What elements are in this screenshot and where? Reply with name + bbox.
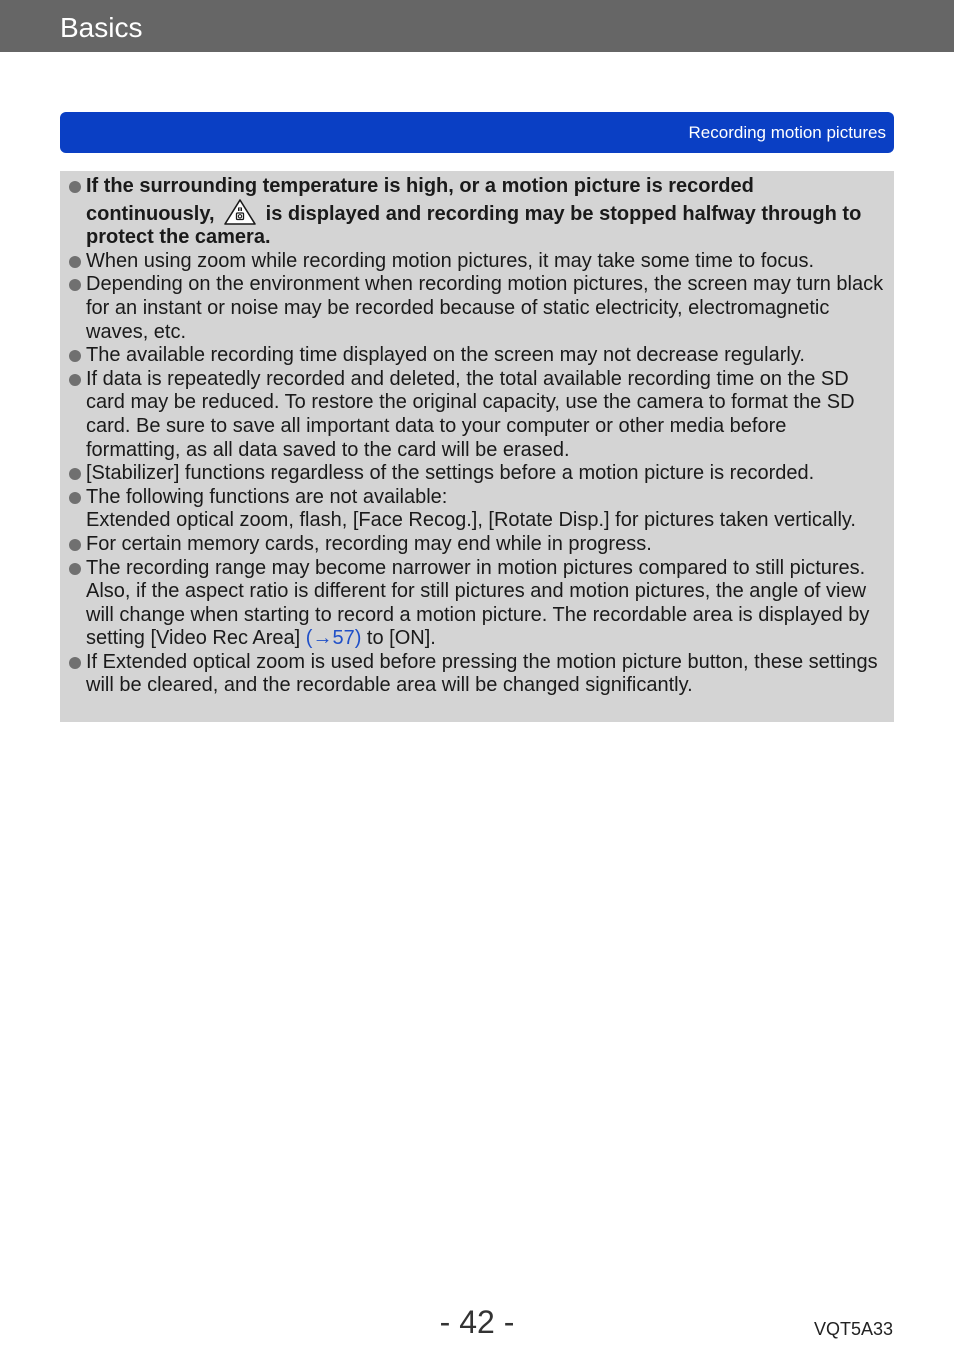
note-text: Depending on the environment when recording motion pictures, the screen may turn black for an instant or noise may be recorded because of static electricity, electromagnetic waves, etc. xyxy=(86,273,884,343)
bullet-icon xyxy=(69,279,81,291)
bullet-icon xyxy=(69,468,81,480)
note-unavailable-functions xyxy=(68,486,884,533)
note-temperature xyxy=(68,175,884,250)
note-text: Extended optical zoom, flash, [Face Recog.], [Rotate Disp.] for pictures taken vertically. xyxy=(86,509,856,532)
note-static xyxy=(68,273,884,344)
note-recording-range xyxy=(68,557,884,651)
note-text: If the surrounding temperature is high, or a motion picture is recorded continuously, xyxy=(86,175,754,225)
section-label: Recording motion pictures xyxy=(688,123,886,142)
note-text: For certain memory cards, recording may end while in progress. xyxy=(86,532,652,555)
note-zoom-focus xyxy=(68,250,884,274)
bullet-icon xyxy=(69,539,81,551)
note-text: to [ON]. xyxy=(366,627,436,650)
bullet-icon xyxy=(69,374,81,386)
note-text: The available recording time displayed on the screen may not decrease regularly. xyxy=(86,344,805,367)
document-code: VQT5A33 xyxy=(813,1319,893,1339)
note-text: If data is repeatedly recorded and deleted, the total available recording time on the SD card may be reduced. To restore the original capacity, use the camera to format the SD card. Be sure to save all important data to your computer or other media before formatting, as all data saved to the card will be erased. xyxy=(86,367,855,461)
bullet-icon xyxy=(69,256,81,268)
note-text: The following functions are not available: xyxy=(86,485,448,508)
note-text: [Stabilizer] functions regardless of the settings before a motion picture is recorded. xyxy=(86,462,815,485)
note-sd-card xyxy=(68,368,884,462)
note-extended-zoom xyxy=(68,651,884,698)
chapter-title: Basics xyxy=(60,12,143,43)
note-text: is displayed and recording may be stopped halfway through to protect the camera. xyxy=(86,202,862,249)
section-bar xyxy=(60,112,894,153)
bullet-icon xyxy=(69,181,81,193)
page-number: - 42 - xyxy=(439,1304,515,1340)
top-bar xyxy=(0,0,954,52)
note-text: The recording range may become narrower in motion pictures compared to still pictures. Also, if the aspect ratio is different for still pictures and motion pictures, the angle of view will change when starting to record a motion picture. The recordable area is displayed by setting [Video Rec Area] xyxy=(86,556,870,650)
bullet-icon xyxy=(69,657,81,669)
note-stabilizer xyxy=(68,462,884,486)
page-reference-link[interactable]: (→57) xyxy=(305,627,362,650)
note-text: If Extended optical zoom is used before pressing the motion picture button, these settings will be cleared, and the recordable area will be changed significantly. xyxy=(86,650,878,697)
note-recording-time xyxy=(68,344,884,368)
notes-box xyxy=(60,171,894,722)
note-text: When using zoom while recording motion pictures, it may take some time to focus. xyxy=(86,249,815,272)
note-memory-cards xyxy=(68,533,884,557)
temperature-warning-icon xyxy=(224,199,256,225)
bullet-icon xyxy=(69,563,81,575)
bullet-icon xyxy=(69,350,81,362)
bullet-icon xyxy=(69,492,81,504)
